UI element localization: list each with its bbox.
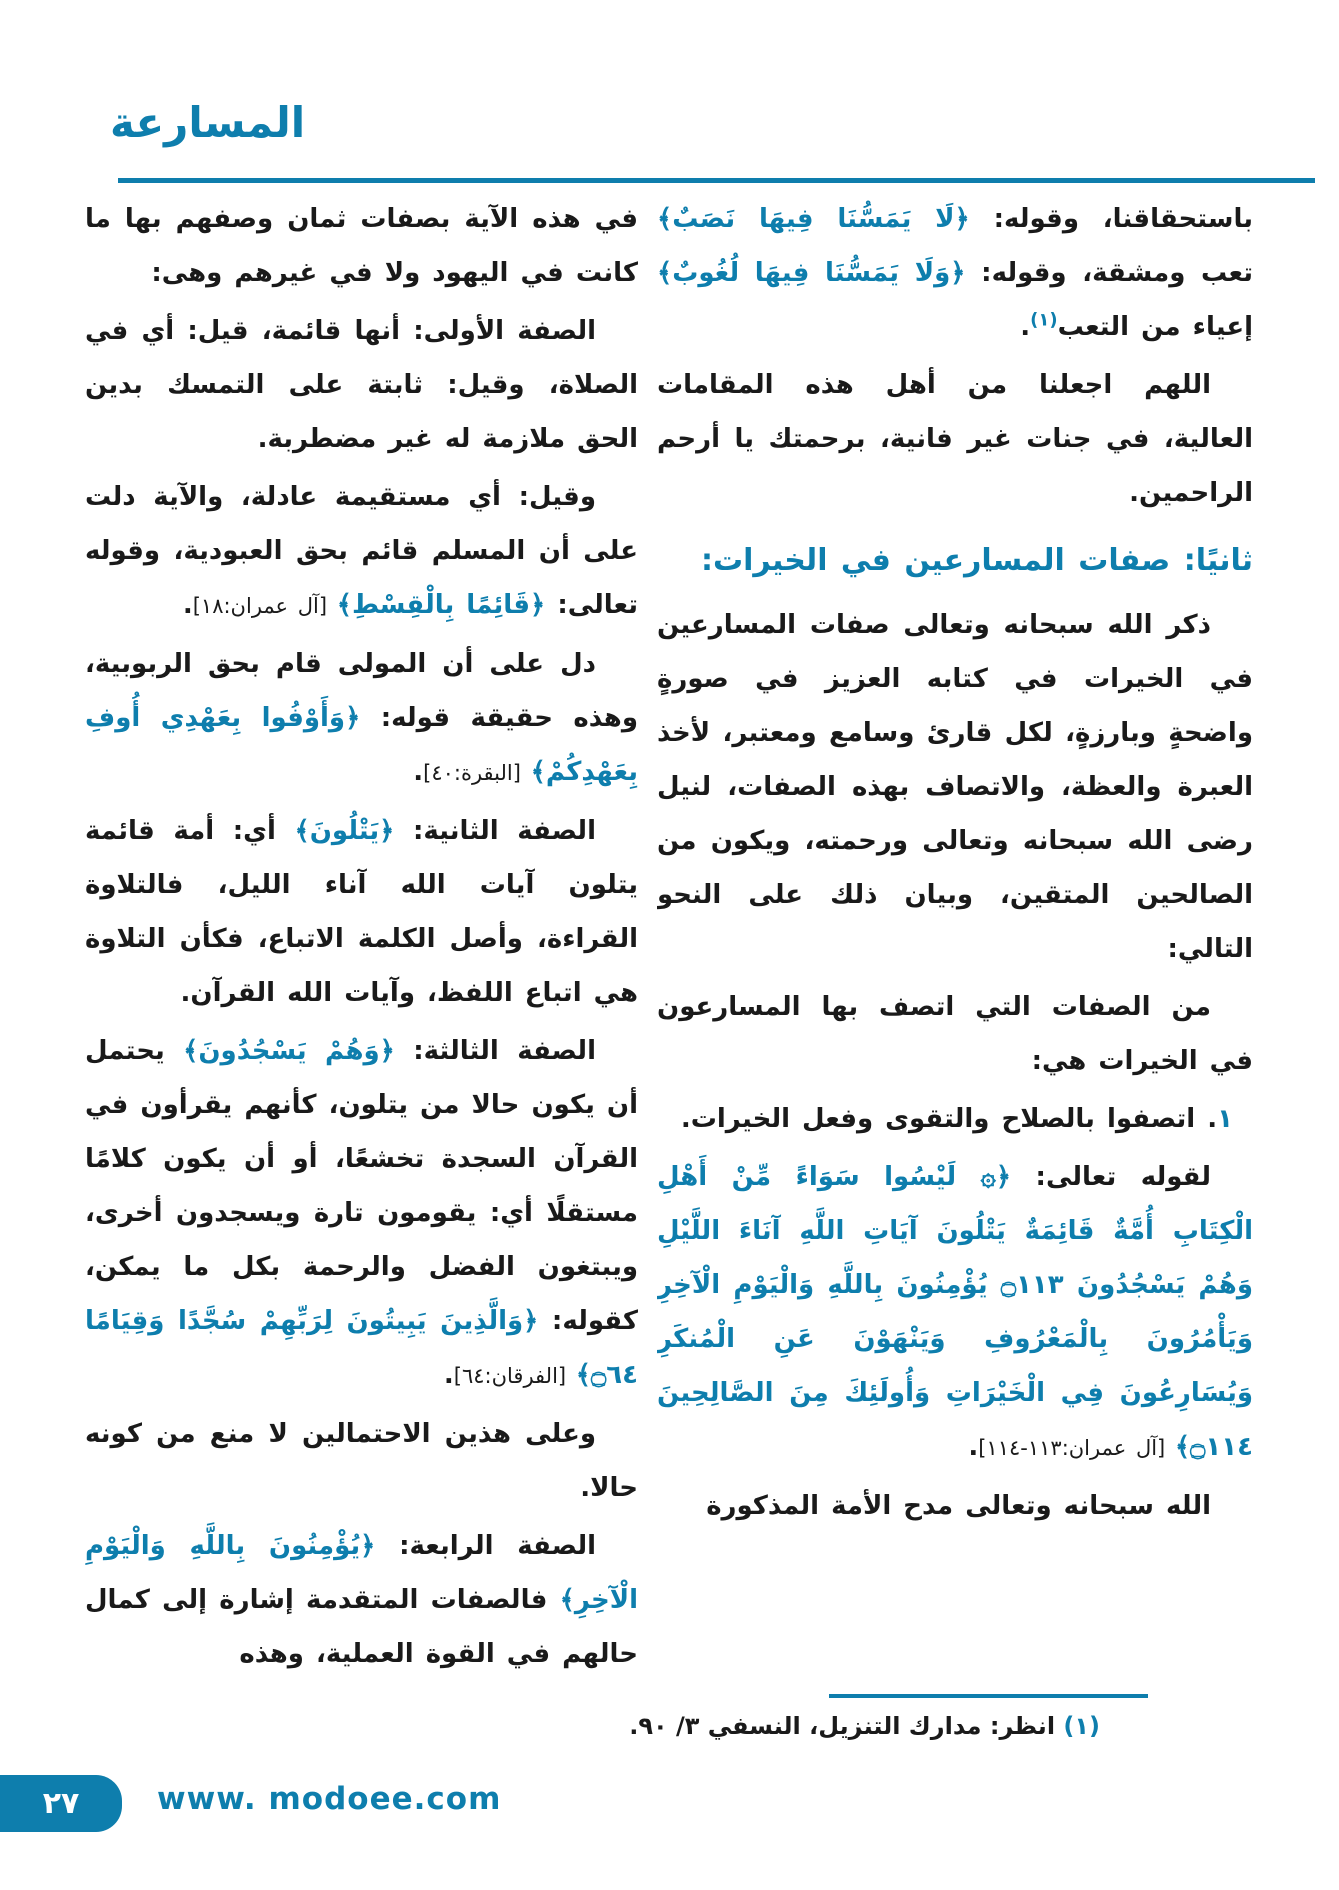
paragraph <box>85 804 638 1020</box>
paragraph <box>85 637 638 800</box>
paragraph <box>657 980 1253 1088</box>
left-column <box>85 192 638 1762</box>
header-rule <box>118 178 1315 183</box>
page-number-badge <box>0 1775 122 1832</box>
paragraph <box>657 1479 1253 1533</box>
text-segment: . <box>413 757 424 787</box>
text-segment: ﴿يَتْلُونَ﴾ <box>294 816 395 846</box>
text-segment: ﴿وَلَا يَمَسُّنَا فِيهَا لُغُوبٌ﴾ <box>657 258 966 288</box>
website-link[interactable]: www. modoee.com <box>157 1781 502 1817</box>
text-segment: [آل عمران:١١٣-١١٤] <box>978 1436 1175 1460</box>
text-segment: ﴿وَالَّذِينَ يَبِيتُونَ لِرَبِّهِمْ سُجَّدًا وَقِيَامًا ۝٦٤﴾ <box>85 1306 638 1390</box>
quran-verse-paragraph <box>657 1150 1253 1475</box>
text-segment: ﴿لَا يَمَسُّنَا فِيهَا نَصَبٌ﴾ <box>657 204 970 234</box>
text-segment: باستحقاقنا، وقوله: <box>969 204 1253 234</box>
paragraph <box>657 358 1253 520</box>
text-segment: يحتمل أن يكون حالا من يتلون، كأنهم يقرأون في القرآن السجدة تخشعًا، أو أن يكون كلامًا مستقلًا أي: يقومون تارة ويسجدون أخرى، ويبتغون الفضل والرحمة بكل ما يمكن، كقوله: <box>85 1036 638 1336</box>
text-segment: . <box>968 1432 979 1462</box>
text-segment: . <box>182 590 193 620</box>
paragraph <box>85 470 638 633</box>
paragraph <box>85 1407 638 1515</box>
section-heading <box>657 534 1253 588</box>
paragraph <box>85 1024 638 1403</box>
text-segment: [آل عمران:١٨] <box>192 594 337 618</box>
text-segment: دل على أن المولى قام بحق الربوبية، وهذه حقيقة قوله: <box>85 649 638 733</box>
text-segment: (١) <box>1055 1712 1100 1740</box>
text-segment: اللهم اجعلنا من أهل هذه المقامات العالية، في جنات غير فانية، برحمتك يا أرحم الراحمين. <box>657 370 1253 508</box>
text-segment: ﴿قَائِمًا بِالْقِسْطِ﴾ <box>336 590 546 620</box>
text-segment: ذكر الله سبحانه وتعالى صفات المسارعين في الخيرات في كتابه العزيز في صورةٍ واضحةٍ وبارزةٍ، لكل قارئ وسامع ومعتبر، لأخذ العبرة والعظة، والاتصاف بهذه الصفات، لنيل رضى الله سبحانه وتعالى ورحمته، ويكون من الصالحين المتقين، وبيان ذلك على النحو التالي: <box>657 610 1253 964</box>
text-segment: ﴿يُؤْمِنُونَ بِاللَّهِ وَالْيَوْمِ الْآخِرِ﴾ <box>85 1531 638 1615</box>
paragraph <box>85 192 638 300</box>
text-segment: في هذه الآية بصفات ثمان وصفهم بها ما كانت في اليهود ولا في غيرهم وهى: <box>85 204 638 288</box>
text-segment: أي: أمة قائمة يتلون آيات الله آناء الليل، فالتلاوة القراءة، وأصل الكلمة الاتباع، فكأن التلاوة هي اتباع اللفظ، وآيات الله القرآن. <box>85 816 638 1008</box>
text-segment: . <box>1195 1104 1218 1134</box>
text-segment: ﴿۞ لَيْسُوا سَوَاءً مِّنْ أَهْلِ الْكِتَابِ أُمَّةٌ قَائِمَةٌ يَتْلُونَ آيَاتِ اللَّهِ آنَاءَ اللَّيْلِ وَهُمْ يَسْجُدُونَ ۝١١٣ يُؤْمِنُونَ بِاللَّهِ وَالْيَوْمِ الْآخِرِ وَيَأْمُرُونَ بِالْمَعْرُوفِ وَيَنْهَوْنَ عَنِ الْمُنكَرِ وَيُسَارِعُونَ فِي الْخَيْرَاتِ وَأُولَئِكَ مِنَ الصَّالِحِينَ ۝١١٤﴾ <box>657 1162 1253 1462</box>
chapter-title: المسارعة <box>110 98 306 147</box>
text-segment: . <box>1020 312 1031 342</box>
text-segment: ١ <box>1217 1104 1233 1134</box>
text-segment: من الصفات التي اتصف بها المسارعون في الخيرات هي: <box>657 992 1253 1076</box>
footnote-divider <box>829 1694 1148 1698</box>
text-segment: وعلى هذين الاحتمالين لا منع من كونه حالا. <box>85 1419 638 1503</box>
paragraph <box>657 598 1253 976</box>
text-segment: وقيل: أي مستقيمة عادلة، والآية دلت على أن المسلم قائم بحق العبودية، وقوله تعالى: <box>85 482 638 620</box>
page-number: ٢٧ <box>42 1786 80 1821</box>
text-segment: (١) <box>1030 309 1058 331</box>
text-segment: اتصفوا بالصلاح والتقوى وفعل الخيرات. <box>680 1104 1196 1134</box>
text-segment: الصفة الثانية: <box>394 816 596 846</box>
text-segment: الله سبحانه وتعالى مدح الأمة المذكورة <box>706 1491 1211 1521</box>
paragraph <box>85 304 638 466</box>
paragraph <box>85 1519 638 1681</box>
text-segment: تعب ومشقة، وقوله: <box>965 258 1253 288</box>
text-segment: ثانيًا: صفات المسارعين في الخيرات: <box>700 543 1253 578</box>
text-segment: ﴿وَهُمْ يَسْجُدُونَ﴾ <box>183 1036 395 1066</box>
text-segment: [الفرقان:٦٤] <box>453 1364 576 1388</box>
paragraph <box>657 192 1253 354</box>
text-segment: إعياء من التعب <box>1057 312 1253 342</box>
list-item-1 <box>657 1092 1253 1146</box>
text-segment: . <box>443 1360 454 1390</box>
footnote-text <box>629 1712 1100 1740</box>
text-segment: لقوله تعالى: <box>1011 1162 1211 1192</box>
text-segment: فالصفات المتقدمة إشارة إلى كمال حالهم في القوة العملية، وهذه <box>85 1585 638 1669</box>
text-segment: انظر: مدارك التنزيل، النسفي ٣/ ٩٠. <box>629 1712 1056 1740</box>
text-segment: الصفة الأولى: أنها قائمة، قيل: أي في الصلاة، وقيل: ثابتة على التمسك بدين الحق ملازمة له غير مضطربة. <box>85 316 638 454</box>
text-segment: [البقرة:٤٠] <box>423 761 531 785</box>
text-segment: ﴿وَأَوْفُوا بِعَهْدِي أُوفِ بِعَهْدِكُمْ﴾ <box>85 703 638 787</box>
text-segment: الصفة الثالثة: <box>394 1036 596 1066</box>
right-column <box>657 192 1253 1690</box>
text-segment: الصفة الرابعة: <box>375 1531 596 1561</box>
